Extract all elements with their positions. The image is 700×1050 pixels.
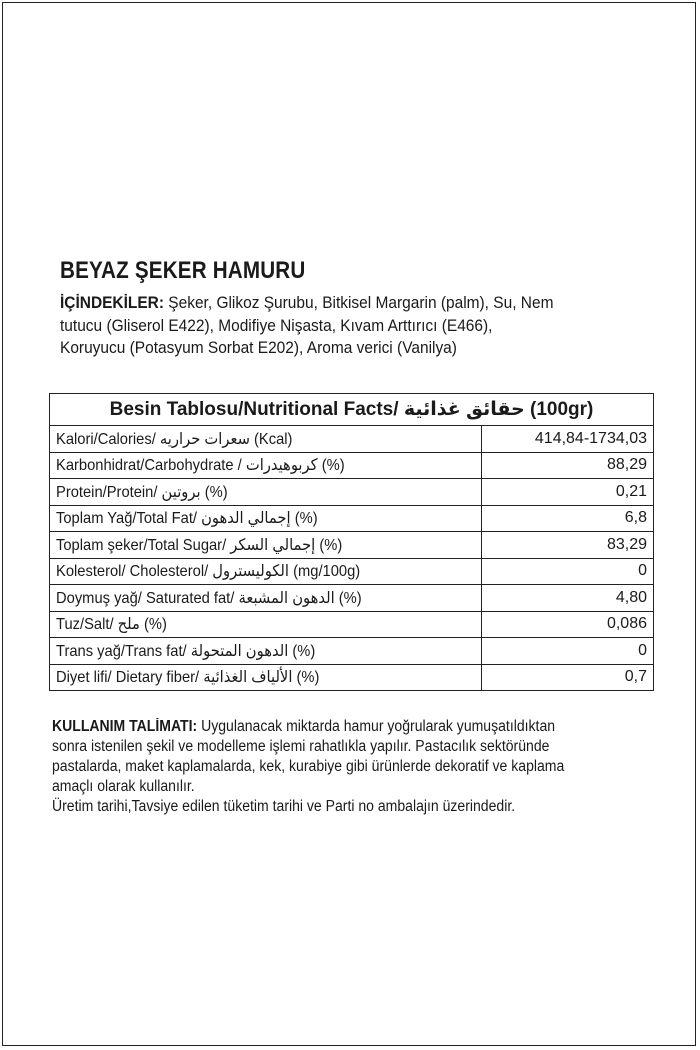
- ingredients-text-1: Şeker, Glikoz Şurubu, Bitkisel Margarin (palm), Su, Nem: [163, 293, 554, 312]
- ingredients-line-1: [60, 292, 642, 315]
- nutrition-header: Besin Tablosu/Nutritional Facts/ حقائق غذائية (100gr): [50, 394, 654, 426]
- nutrition-row: [50, 426, 654, 453]
- nutrient-value: 6,8: [482, 505, 654, 532]
- nutrient-value: 4,80: [482, 585, 654, 612]
- nutrition-row: [50, 505, 654, 532]
- nutrient-value: 88,29: [482, 452, 654, 479]
- nutrient-name: Doymuş yağ/ Saturated fat/ الدهون المشبعة (%): [50, 585, 482, 612]
- usage-line-2: sonra istenilen şekil ve modelleme işlemi rahatlıkla yapılır. Pastacılık sektöründe: [52, 738, 550, 755]
- product-title: BEYAZ ŞEKER HAMURU: [60, 257, 306, 284]
- usage-instructions: [52, 717, 649, 817]
- nutrition-header-row: [50, 394, 654, 426]
- usage-label: KULLANIM TALİMATI:: [52, 718, 198, 735]
- nutrient-value: 0: [482, 638, 654, 665]
- nutrition-row: [50, 664, 654, 691]
- nutrient-name: Karbonhidrat/Carbohydrate / كربوهيدرات (%): [50, 452, 482, 479]
- usage-line-4: amaçlı olarak kullanılır.: [52, 778, 195, 795]
- usage-line-1: [52, 717, 649, 737]
- nutrient-value: 0: [482, 558, 654, 585]
- nutrition-row: [50, 532, 654, 559]
- nutrition-table: [49, 393, 654, 691]
- nutrient-value: 0,7: [482, 664, 654, 691]
- ingredients-block: [60, 292, 642, 360]
- nutrient-name: Kalori/Calories/ سعرات حراريه (Kcal): [50, 426, 482, 453]
- nutrient-name: Protein/Protein/ بروتين (%): [50, 479, 482, 506]
- ingredients-line-2: tutucu (Gliserol E422), Modifiye Nişasta, Kıvam Arttırıcı (E466),: [60, 315, 493, 335]
- usage-text-1: Uygulanacak miktarda hamur yoğrularak yumuşatıldıktan: [197, 718, 556, 735]
- nutrition-row: [50, 479, 654, 506]
- nutrient-value: 0,21: [482, 479, 654, 506]
- nutrition-row: [50, 638, 654, 665]
- nutrition-row: [50, 611, 654, 638]
- usage-line-3: pastalarda, maket kaplamalarda, kek, kurabiye gibi ürünlerde dekoratif ve kaplama: [52, 758, 565, 775]
- nutrient-name: Toplam Yağ/Total Fat/ إجمالي الدهون (%): [50, 505, 482, 532]
- nutrient-value: 0,086: [482, 611, 654, 638]
- ingredients-line-3: Koruyucu (Potasyum Sorbat E202), Aroma verici (Vanilya): [60, 338, 457, 357]
- nutrient-name: Diyet lifi/ Dietary fiber/ الألياف الغذائية (%): [50, 664, 482, 691]
- nutrient-name: Kolesterol/ Cholesterol/ الكوليسترول (mg/100g): [50, 558, 482, 585]
- usage-line-5: Üretim tarihi,Tavsiye edilen tüketim tarihi ve Parti no ambalajın üzerindedir.: [52, 798, 516, 815]
- nutrient-name: Trans yağ/Trans fat/ الدهون المتحولة (%): [50, 638, 482, 665]
- nutrient-value: 414,84-1734,03: [482, 426, 654, 453]
- ingredients-label: İÇİNDEKİLER:: [60, 293, 164, 312]
- nutrition-row: [50, 585, 654, 612]
- nutrient-name: Tuz/Salt/ ملح (%): [50, 611, 482, 638]
- nutrient-value: 83,29: [482, 532, 654, 559]
- nutrition-row: [50, 452, 654, 479]
- nutrient-name: Toplam şeker/Total Sugar/ إجمالي السكر (%): [50, 532, 482, 559]
- nutrition-row: [50, 558, 654, 585]
